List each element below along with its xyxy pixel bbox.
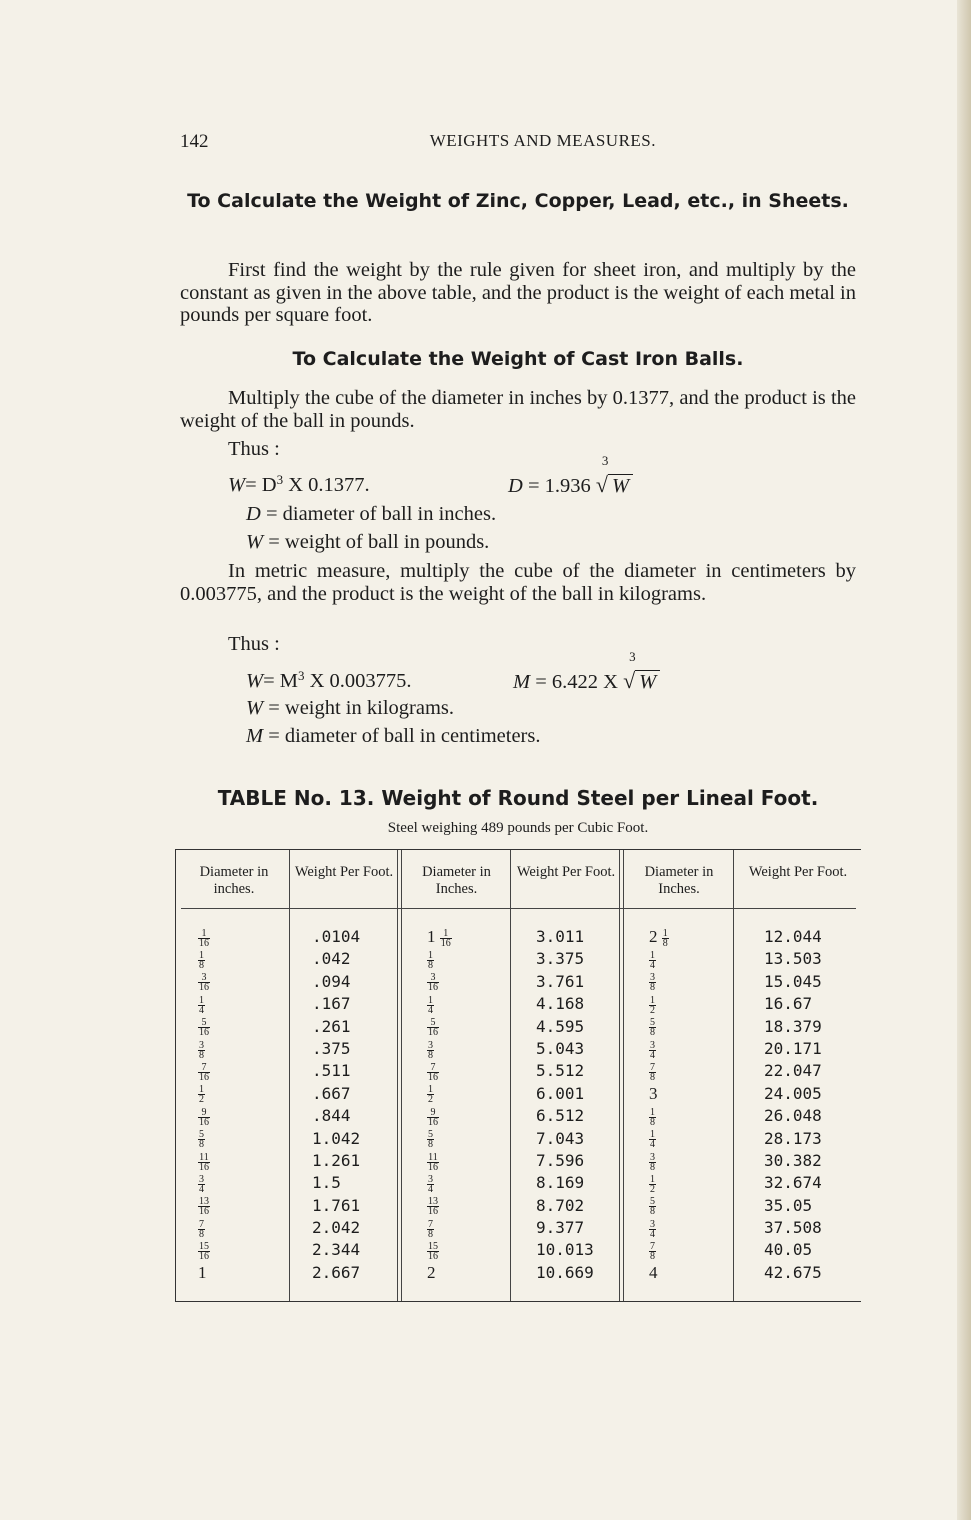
table-cell: 8.702 [536,1195,585,1215]
table-cell: 28.173 [764,1128,822,1148]
fraction: $\frac{11}{16}$ [428,1151,438,1173]
fraction: $\frac{7}{8}$ [650,1241,655,1263]
table-cell: .667 [312,1083,351,1103]
table-cell [198,993,210,1015]
table-cell: 2.667 [312,1262,361,1282]
fraction: $\frac{3}{8}$ [199,1039,204,1061]
table-cell [649,1060,669,1082]
table-cell: 30.382 [764,1150,822,1170]
table-cell [198,1172,210,1194]
table-cell [198,926,210,948]
fraction: $\frac{9}{16}$ [199,1106,209,1128]
table-cell: 35.05 [764,1195,813,1215]
metric-text: In metric measure, multiply the cube of the diameter in centimeters by 0.003775, and the product is the weight of the ball in kilograms. [180,560,856,605]
header-rule [181,908,856,909]
table-cell: 42.675 [764,1262,822,1282]
table-cell [427,1172,452,1194]
table-cell [427,1195,452,1217]
table-cell [649,993,669,1015]
table-cell: 3.761 [536,971,585,991]
formula-w-symbol: W [228,474,246,496]
thus-label-2: Thus : [228,633,280,655]
fraction: $\frac{3}{16}$ [428,972,438,994]
table-cell: 18.379 [764,1016,822,1036]
definition-w-kg: W = weight in kilograms. [246,697,454,719]
formula-exponent: 3 [276,472,284,487]
table-cell [198,1016,210,1038]
table-cell: 4.595 [536,1016,585,1036]
fraction: $\frac{3}{4}$ [650,1039,655,1061]
table-cell: 32.674 [764,1173,822,1193]
table-cell: 7.596 [536,1150,585,1170]
table-cell: 5.043 [536,1038,585,1058]
table-cell [649,1239,669,1261]
fraction: $\frac{1}{2}$ [650,1173,655,1195]
fraction: $\frac{3}{8}$ [650,972,655,994]
table-cell: 3.011 [536,927,585,946]
metric-paragraph [180,560,856,605]
fraction: $\frac{3}{4}$ [428,1173,433,1195]
table-cell [198,1038,210,1060]
page-edge-shadow [957,0,971,1520]
weight-column-3 [764,926,822,1284]
table-cell: 24.005 [764,1083,822,1103]
fraction: $\frac{15}{16}$ [428,1241,438,1263]
fraction: $\frac{1}{8}$ [662,927,668,949]
table-cell: 4 [649,1262,658,1282]
table-cell [649,1172,669,1194]
fraction: $\frac{15}{16}$ [199,1241,209,1263]
table-cell [427,1060,452,1082]
running-title: WEIGHTS AND MEASURES. [429,131,656,150]
fraction: $\frac{7}{16}$ [199,1061,209,1083]
table-cell [427,1083,452,1105]
formula-constant: X 0.1377. [288,474,370,496]
table-cell: 5.512 [536,1061,585,1081]
table-cell: 12.044 [764,927,822,946]
fraction: $\frac{3}{8}$ [650,1151,655,1173]
table-cell: 1.042 [312,1128,361,1148]
definition-d: D = diameter of ball in inches. [246,503,497,525]
fraction: $\frac{3}{4}$ [199,1173,204,1195]
balls-heading: To Calculate the Weight of Cast Iron Balls. [292,348,744,370]
fraction: $\frac{5}{8}$ [428,1129,433,1151]
column-divider [733,850,734,1301]
table-cell [427,993,452,1015]
weight-column-1 [312,926,360,1284]
fraction: $\frac{1}{4}$ [650,1129,655,1151]
table-cell: .261 [312,1016,351,1036]
fraction: $\frac{1}{16}$ [199,927,209,949]
table-cell: 6.001 [536,1083,585,1103]
column-divider [289,850,290,1301]
fraction: $\frac{7}{8}$ [650,1061,655,1083]
table-cell [427,1016,452,1038]
column-divider-double [397,850,402,1301]
fraction: $\frac{7}{8}$ [199,1218,204,1240]
table-cell [427,1105,452,1127]
table-cell [649,971,669,993]
page-header [180,131,656,155]
table-cell [649,1038,669,1060]
fraction: $\frac{9}{16}$ [428,1106,438,1128]
cube-root-icon: 3 √ W [596,472,633,498]
table-cell [198,1105,210,1127]
table-cell: 1.761 [312,1195,361,1215]
table-cell [427,1239,452,1261]
table-cell: .167 [312,994,351,1014]
table-cell: .094 [312,971,351,991]
header-weight-3: Weight Per Foot. [748,864,848,880]
fraction: $\frac{1}{16}$ [440,927,451,949]
table-cell [649,1016,669,1038]
table-cell [427,1217,452,1239]
fraction: $\frac{3}{4}$ [650,1218,655,1240]
table-cell [649,1217,669,1239]
definition-m: M = diameter of ball in centimeters. [246,725,541,747]
column-divider-double [619,850,624,1301]
table-cell: 3 [649,1083,658,1103]
table-cell: 13.503 [764,949,822,969]
zinc-paragraph [180,259,856,327]
table-cell: 8.169 [536,1173,585,1193]
formula-d-symbol: D [508,475,523,497]
header-diameter-2: Diameter in Inches. [422,864,491,897]
fraction: $\frac{1}{8}$ [650,1106,655,1128]
table-cell [198,1217,210,1239]
table-cell: 3.375 [536,949,585,969]
formula-weight [228,472,370,497]
fraction: $\frac{1}{4}$ [428,994,433,1016]
table-cell: 7.043 [536,1128,585,1148]
diameter-column-1 [198,926,210,1284]
table-cell: 15.045 [764,971,822,991]
zinc-heading: To Calculate the Weight of Zinc, Copper, Lead, etc., in Sheets. [187,190,849,212]
table-cell: 1 [198,1262,207,1282]
table-cell [198,971,210,993]
table-cell: .844 [312,1106,351,1126]
weight-column-2 [536,926,594,1284]
table-cell: 37.508 [764,1218,822,1238]
table-cell: .0104 [312,927,361,946]
thus-label-1: Thus : [228,438,280,460]
table-cell: 10.669 [536,1262,594,1282]
definition-w: W = weight of ball in pounds. [246,531,490,553]
header-weight-1: Weight Per Foot. [294,864,394,880]
fraction: $\frac{13}{16}$ [199,1196,209,1218]
table-cell: 1 $\frac{1}{16}$ [427,927,451,949]
table-cell [427,1038,452,1060]
table-cell: 26.048 [764,1106,822,1126]
table-cell: 22.047 [764,1061,822,1081]
fraction: $\frac{1}{2}$ [650,994,655,1016]
table-cell: 10.013 [536,1240,594,1260]
table-cell: 1.261 [312,1150,361,1170]
header-weight-2: Weight Per Foot. [516,864,616,880]
table-cell: 2.344 [312,1240,361,1260]
table-cell [427,1150,452,1172]
balls-paragraph [180,387,856,432]
zinc-text: First find the weight by the rule given for sheet iron, and multiply by the constant as given in the above table, and the product is the weight of each metal in pounds per square foot. [180,259,856,326]
table-cell [198,1195,210,1217]
fraction: $\frac{5}{16}$ [428,1017,438,1039]
table-cell [649,1128,669,1150]
cube-root-icon-2: 3 √ W [623,668,660,694]
table-cell: 2 $\frac{1}{8}$ [649,927,668,949]
table-cell: 9.377 [536,1218,585,1238]
table-cell: .375 [312,1038,351,1058]
fraction: $\frac{11}{16}$ [199,1151,209,1173]
table-cell [198,1083,210,1105]
fraction: $\frac{5}{8}$ [650,1196,655,1218]
fraction: $\frac{3}{16}$ [199,972,209,994]
table-cell [198,948,210,970]
table-cell [198,1060,210,1082]
table-cell [649,1150,669,1172]
table-cell: .511 [312,1061,351,1081]
formula-diameter [508,453,633,498]
formula-d-constant: = 1.936 [527,475,591,497]
table-cell [427,948,452,970]
page-number: 142 [180,131,209,152]
fraction: $\frac{1}{4}$ [199,994,204,1016]
table-cell: 16.67 [764,994,813,1014]
fraction: $\frac{13}{16}$ [428,1196,438,1218]
header-diameter-1: Diameter in inches. [199,864,269,897]
table-cell: 2 [427,1262,436,1282]
balls-text: Multiply the cube of the diameter in inches by 0.1377, and the product is the weight of the ball in pounds. [180,387,856,432]
fraction: $\frac{5}{8}$ [650,1017,655,1039]
fraction: $\frac{5}{8}$ [199,1129,204,1151]
table-cell [198,1128,210,1150]
table-caption: TABLE No. 13. Weight of Round Steel per Lineal Foot. [217,786,819,810]
table-cell [649,948,669,970]
table-cell [427,1128,452,1150]
formula-d-eq: = D [245,474,277,496]
fraction: $\frac{1}{8}$ [428,949,433,971]
table-cell [649,1105,669,1127]
formula-metric-diameter: M = 6.422 X 3 √ W [513,668,660,694]
fraction: $\frac{7}{8}$ [428,1218,433,1240]
table-cell: 4.168 [536,994,585,1014]
fraction: $\frac{1}{4}$ [650,949,655,971]
table-cell: 1.5 [312,1173,341,1193]
table-cell: .042 [312,949,351,969]
fraction: $\frac{1}{2}$ [428,1084,433,1106]
table-cell: 2.042 [312,1218,361,1238]
diameter-column-3 [649,926,669,1284]
formula-metric-weight: $W= M^3$ X 0.003775. [246,668,412,692]
fraction: $\frac{1}{8}$ [199,949,204,971]
diameter-column-2 [427,926,452,1284]
table-cell: 6.512 [536,1106,585,1126]
table-cell [649,1195,669,1217]
table-cell [198,1239,210,1261]
table-cell [198,1150,210,1172]
table-cell: 40.05 [764,1240,813,1260]
table-subtitle: Steel weighing 489 pounds per Cubic Foot. [387,820,649,836]
steel-weight-table [175,849,861,1302]
table-cell: 20.171 [764,1038,822,1058]
fraction: $\frac{1}{2}$ [199,1084,204,1106]
column-divider [510,850,511,1301]
header-diameter-3: Diameter in Inches. [644,864,714,897]
fraction: $\frac{5}{16}$ [199,1017,209,1039]
table-cell [427,971,452,993]
fraction: $\frac{7}{16}$ [428,1061,438,1083]
fraction: $\frac{3}{8}$ [428,1039,433,1061]
